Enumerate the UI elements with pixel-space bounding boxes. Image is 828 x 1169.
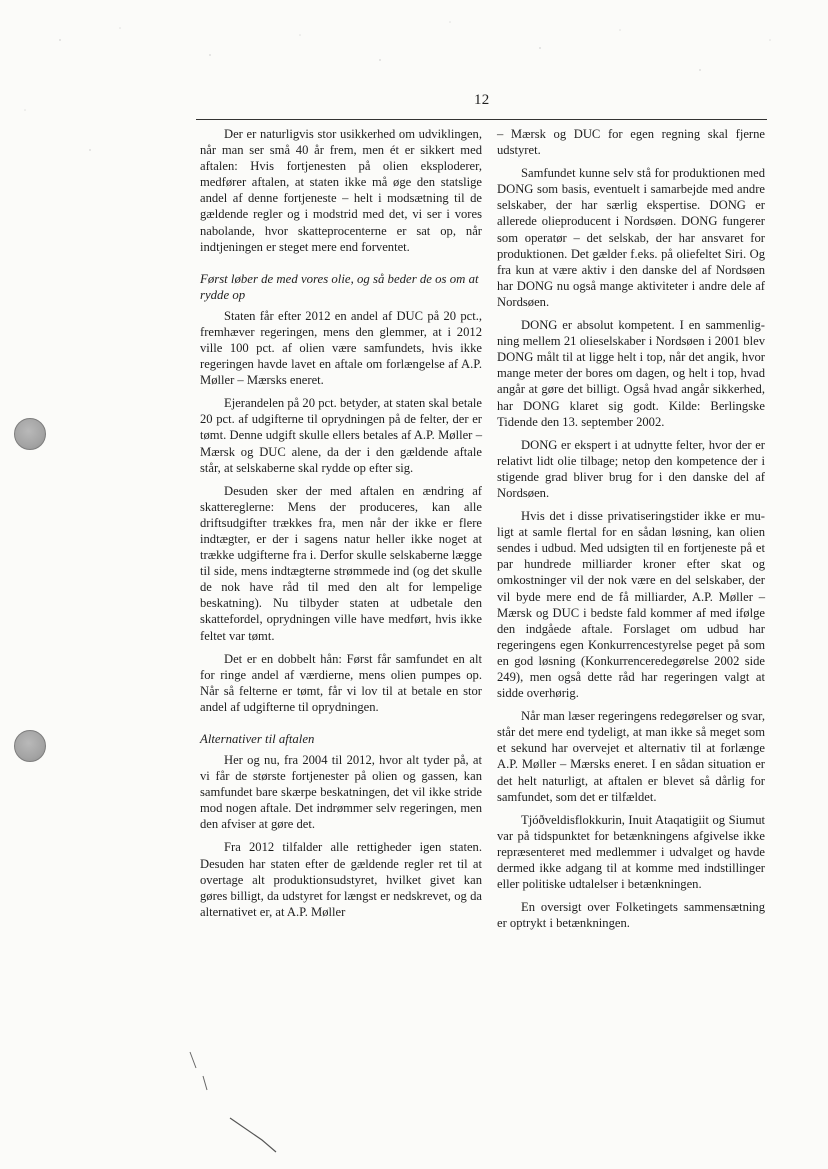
paragraph: Når man læser regeringens redegørelser og svar, står det mere end tydeligt, at man ikke så meget som et sekund har overvejet et alternativ til at forlænge A.P. Møller – Mærsks eneret. I en sådan situation er det helt naturligt, at aftalen er blevet så dårlig for samfundet, som det er tilfældet. [497, 709, 765, 804]
section-heading: Alternativer til aftalen [200, 732, 315, 746]
paragraph: Her og nu, fra 2004 til 2012, hvor alt tyder på, at vi får de største fortjenester på olien og gassen, kan samfundet bare skærpe beskatningen, det vil ikke stride mod nogen aftale. Det indrømmer selv regeringen, men den afviser at gøre det. [200, 753, 482, 832]
paragraph: Staten får efter 2012 en andel af DUC på 20 pct., fremhæver regeringen, mens den glemmer, at i 2012 ville 100 pct. af olien være samfundets, hvis ikke regeringen havde lavet en aftale om forlængelse af A.P. Møller – Mærsks eneret. [200, 308, 482, 388]
paragraph: Desuden sker der med aftalen en ændring af skattereglerne: Mens der produceres, kan alle driftsudgifter trækkes fra, men når der ikke er flere indtægter, er der i sagens natur heller ikke noget at trække udgifterne fra i. Derfor skulle selskaberne lægge til side, mens indtægterne strømmede ind (og det skulle de nok have råd til med den alt for lempelige beskatning). Nu tilbyder staten at udbetale den skattefordel, oprydningen ville have medført, hvis ikke feltet var tømt. [200, 483, 482, 643]
left-column [200, 126, 482, 927]
right-column [497, 126, 765, 938]
paragraph: – Mærsk og DUC for egen regning skal fjerne udstyret. [497, 127, 765, 158]
paragraph: Der er naturligvis stor usikkerhed om udviklingen, når man ser små 40 år frem, men ét er sikkert med aftalen: Hvis fortjenesten på olien eksploderer, medfører aftalen, at staten ikke må øge den statslige andel af denne fortjeneste – helt i modsætning til de gældende regler og i modstrid med det, vi ser i vores nabolande, hvor skatteprocenterne er sat op, når indtjeningen er steget mere end forventet. [200, 127, 482, 254]
paragraph: Tjóðveldisflokkurin, Inuit Ataqatigiit og Siumut var på tidspunktet for betænkningens afgivelse ikke repræsenteret med medlemmer i udvalget og havde dermed ikke adgang til at komme med indstillinger eller politiske udtalelser i betænkningen. [497, 812, 765, 892]
punch-hole-lower [14, 730, 46, 762]
paragraph: Det er en dobbelt hån: Først får samfundet en alt for ringe andel af værdierne, mens olien pumpes op. Når så felterne er tømt, får vi lov til at betale en stor andel af udgifterne til oprydningen. [200, 651, 482, 714]
paragraph: DONG er absolut kompetent. I en sammenligning mellem 21 olieselskaber i Nordsøen i 2001 blev DONG målt til at ligge helt i top, når det angik, hvor mange meter der bores om dagen, og helt i top, hvad angår at gøre det billigt. Også hvad angår sikkerhed, har DONG klaret sig godt. Kilde: Berlingske Tidende den 13. september 2002. [497, 318, 765, 429]
paragraph: Ejerandelen på 20 pct. betyder, at staten skal betale 20 pct. af udgifterne til oprydningen på de felter, der er tømt. Denne udgift skulle ellers betales af A.P. Møller – Mærsk og DUC alene, da der i den gældende aftale står, at selskaberne skal rydde op efter sig. [200, 396, 482, 475]
paragraph: Hvis det i disse privatiseringstider ikke er muligt at samle flertal for en sådan løsning, kan olien sendes i udbud. Med udsigten til en fortjeneste på et par hundrede milliarder kroner efter skat og omkostninger vil der nok være en del selskaber, der vil byde mere end de få milliarder, A.P. Møller – Mærsk og DUC i bedste fald kommer af med ifølge den indgåede aftale. Forslaget om udbud har regeringens egen Konkurrencestyrelse peget på som en god løsning (Konkurrenceredegørelse 2002 side 249), men også dette råd har regeringen valgt at sidde overhørig. [497, 509, 765, 701]
page-number: 12 [474, 92, 490, 108]
paragraph: Samfundet kunne selv stå for produktionen med DONG som basis, eventuelt i samarbejde med andre selskaber, der har særlig ekspertise. DONG er allerede olieproducent i Nordsøen. DONG fungerer som operatør – det selskab, der har ansvaret for produktionen. Det gælder f.eks. på oliefeltet Siri. Og fra kun at være aktiv i den danske del af Nordsøen har DONG nu også mange aktiviteter i andre dele af Nordsøen. [497, 166, 765, 309]
header-rule [196, 119, 767, 120]
paragraph: Fra 2012 tilfalder alle rettigheder igen staten. Desuden har staten efter de gældende regler ret til at overtage alt produktionsudstyret, hvilket givet kan gøres billigt, da udstyret for længst er nedskrevet, og da alternativet er, at A.P. Møller [200, 840, 482, 919]
paragraph: DONG er ekspert i at udnytte felter, hvor der er relativt lidt olie tilbage; netop den kompetence der i stigende grad bliver brug for i den danske del af Nordsøen. [497, 437, 765, 500]
punch-hole-upper [14, 418, 46, 450]
section-heading: Først løber de med vores olie, og så beder de os om at rydde op [200, 271, 479, 302]
paragraph: En oversigt over Folketingets sammensætning er optrykt i betænkningen. [497, 900, 765, 931]
